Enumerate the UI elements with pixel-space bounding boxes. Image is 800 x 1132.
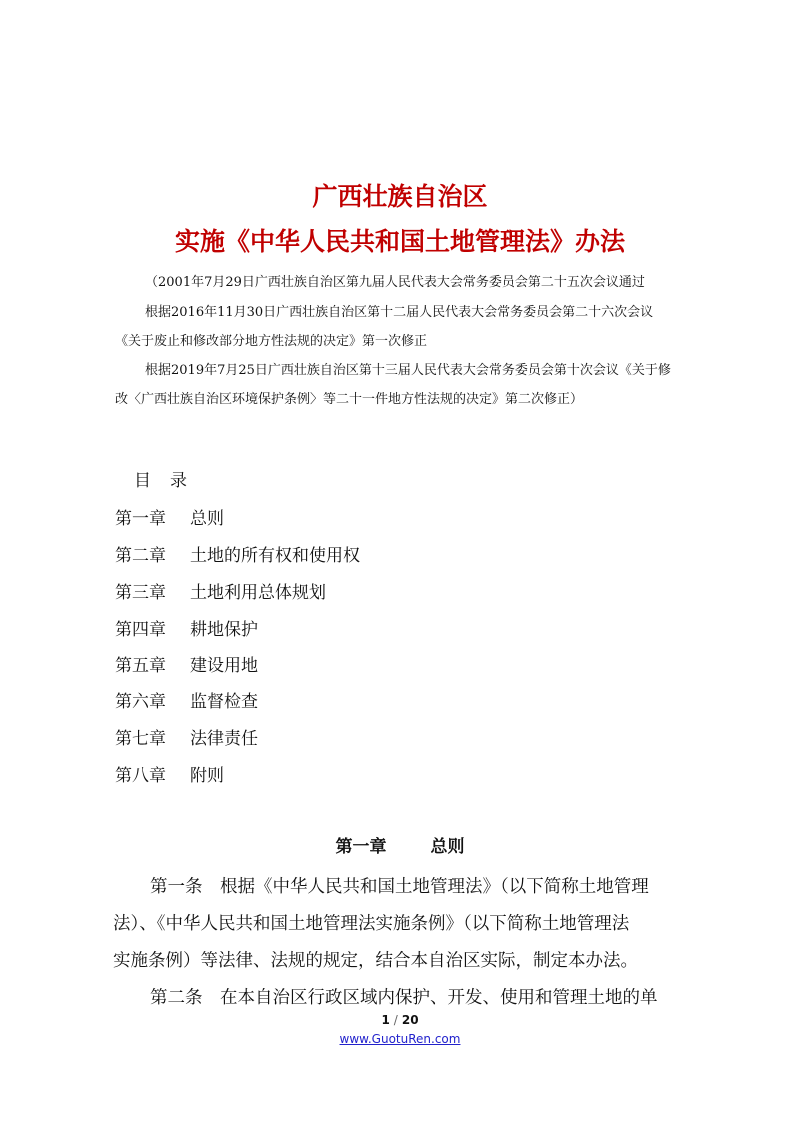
article-text-line: 第二条 在本自治区行政区域内保护、开发、使用和管理土地的单	[150, 988, 658, 1008]
toc-item-title: 监督检查	[190, 692, 258, 712]
toc-item	[115, 691, 258, 713]
toc-item-title: 耕地保护	[190, 620, 258, 640]
footer-link-container	[0, 1031, 800, 1047]
toc-item	[115, 619, 258, 641]
article-text-line: 第一条 根据《中华人民共和国土地管理法》（以下简称土地管理	[150, 877, 649, 897]
page-number	[0, 1012, 800, 1028]
chapter-title: 总则	[430, 837, 465, 857]
toc-heading: 目 录	[134, 471, 188, 491]
article-text-line: 法）、《中华人民共和国土地管理法实施条例》（以下简称土地管理法	[113, 914, 630, 934]
toc-item-number: 第七章	[115, 729, 166, 749]
total-pages: 20	[401, 1013, 419, 1027]
amendment-note-line-3: 《关于废止和修改部分地方性法规的决定》第一次修正	[115, 334, 428, 349]
document-title-line-2: 实施《中华人民共和国土地管理法》办法	[174, 227, 625, 256]
toc-item-title: 附则	[190, 766, 224, 786]
amendment-note-line-1: （2001年7月29日广西壮族自治区第九届人民代表大会常务委员会第二十五次会议通过	[145, 275, 645, 290]
article-text-line: 实施条例）等法律、法规的规定，结合本自治区实际，制定本办法。	[113, 951, 638, 971]
toc-item-number: 第三章	[115, 583, 166, 603]
document-title-line-1: 广西壮族自治区	[312, 182, 488, 211]
toc-item	[115, 655, 258, 677]
page-separator: /	[393, 1013, 398, 1027]
amendment-note-line-2: 根据2016年11月30日广西壮族自治区第十二届人民代表大会常务委员会第二十六次会议	[145, 305, 654, 320]
toc-item-title: 土地利用总体规划	[190, 583, 326, 603]
toc-item-title: 法律责任	[190, 729, 258, 749]
toc-item	[115, 765, 224, 787]
toc-item	[115, 545, 360, 567]
toc-item	[115, 728, 258, 750]
amendment-note-line-4: 根据2019年7月25日广西壮族自治区第十三届人民代表大会常务委员会第十次会议《关于修	[145, 363, 671, 378]
toc-item-title: 总则	[190, 509, 224, 529]
toc-item-number: 第五章	[115, 656, 166, 676]
toc-item-title: 建设用地	[190, 656, 258, 676]
toc-item	[115, 582, 326, 604]
current-page: 1	[381, 1013, 390, 1027]
amendment-note-line-5: 改〈广西壮族自治区环境保护条例〉等二十一件地方性法规的决定》第二次修正）	[115, 392, 584, 407]
toc-item-title: 土地的所有权和使用权	[190, 546, 360, 566]
chapter-number: 第一章	[335, 837, 387, 857]
toc-item-number: 第二章	[115, 546, 166, 566]
toc-item-number: 第六章	[115, 692, 166, 712]
toc-item-number: 第一章	[115, 509, 166, 529]
website-link[interactable]: www.GuotuRen.com	[339, 1032, 461, 1046]
toc-item	[115, 508, 224, 530]
toc-item-number: 第四章	[115, 620, 166, 640]
toc-item-number: 第八章	[115, 766, 166, 786]
chapter-heading	[0, 835, 800, 859]
